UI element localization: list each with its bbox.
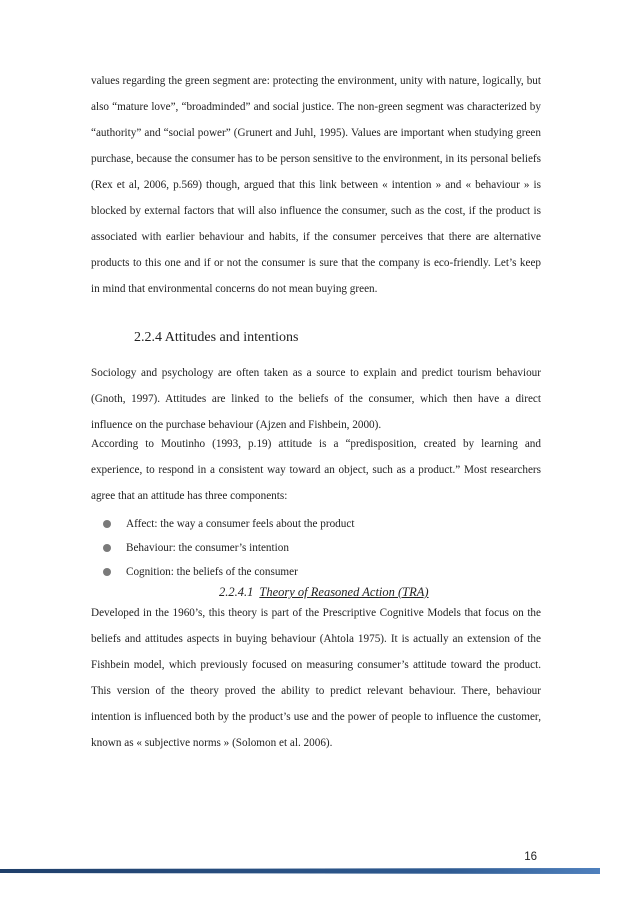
- footer-rule: [0, 868, 600, 875]
- paragraph-moutinho: [91, 431, 541, 509]
- paragraph-tra: [91, 600, 541, 756]
- subsection-heading: [219, 583, 429, 601]
- paragraph-moutinho-text: According to Moutinho (1993, p.19) attitude is a “predisposition, created by learning and experience, to respond in a consistent way toward an object, such as a product.” Most researchers agree that an attitude has three components:: [91, 438, 541, 502]
- section-heading: 2.2.4 Attitudes and intentions: [134, 330, 299, 345]
- bullet-icon: [103, 520, 111, 528]
- paragraph-sociology-text: Sociology and psychology are often taken as a source to explain and predict tourism behaviour (Gnoth, 1997). Attitudes are linked to the beliefs of the consumer, which then have a direct influence on the purchase behaviour (Ajzen and Fishbein, 2000).: [91, 367, 541, 431]
- list-item: [101, 560, 521, 584]
- page-number: 16: [524, 851, 537, 863]
- paragraph-values-text: values regarding the green segment are: protecting the environment, unity with nature, logically, but also “mature love”, “broadminded” and social justice. The non-green segment was characterized by “authority” and “social power” (Grunert and Juhl, 1995). Values are important when studying green purchase, because the consumer has to be person sensitive to the environment, in its personal beliefs (Rex et al, 2006, p.569) though, argued that this link between « intention » and « behaviour » is blocked by external factors that will also influence the consumer, such as the cost, if the product is associated with earlier behaviour and habits, if the consumer perceives that there are alternative products to this one and if or not the consumer is sure that the company is eco-friendly. Let’s keep in mind that environmental concerns do not mean buying green.: [91, 75, 541, 295]
- list-item: [101, 536, 521, 560]
- paragraph-tra-text: Developed in the 1960’s, this theory is part of the Prescriptive Cognitive Models that focus on the beliefs and attitudes aspects in buying behaviour (Ahtola 1975). It is actually an extension of the Fishbein model, which previously focused on measuring consumer’s attitude toward the product. This version of the theory proved the ability to predict relevant behaviour. There, behaviour intention is influenced both by the product’s use and the power of people to influence the customer, known as « subjective norms » (Solomon et al. 2006).: [91, 607, 541, 749]
- bullet-icon: [103, 544, 111, 552]
- paragraph-sociology: [91, 360, 541, 438]
- paragraph-values: [91, 68, 541, 302]
- list-item-text: Behaviour: the consumer’s intention: [126, 542, 289, 554]
- subsection-number: 2.2.4.1: [219, 585, 254, 599]
- list-item-text: Cognition: the beliefs of the consumer: [126, 566, 298, 578]
- list-item-text: Affect: the way a consumer feels about the product: [126, 518, 355, 530]
- bullet-icon: [103, 568, 111, 576]
- list-item: [101, 512, 521, 536]
- subsection-title: Theory of Reasoned Action (TRA): [259, 585, 429, 599]
- attitude-components-list: [101, 512, 521, 584]
